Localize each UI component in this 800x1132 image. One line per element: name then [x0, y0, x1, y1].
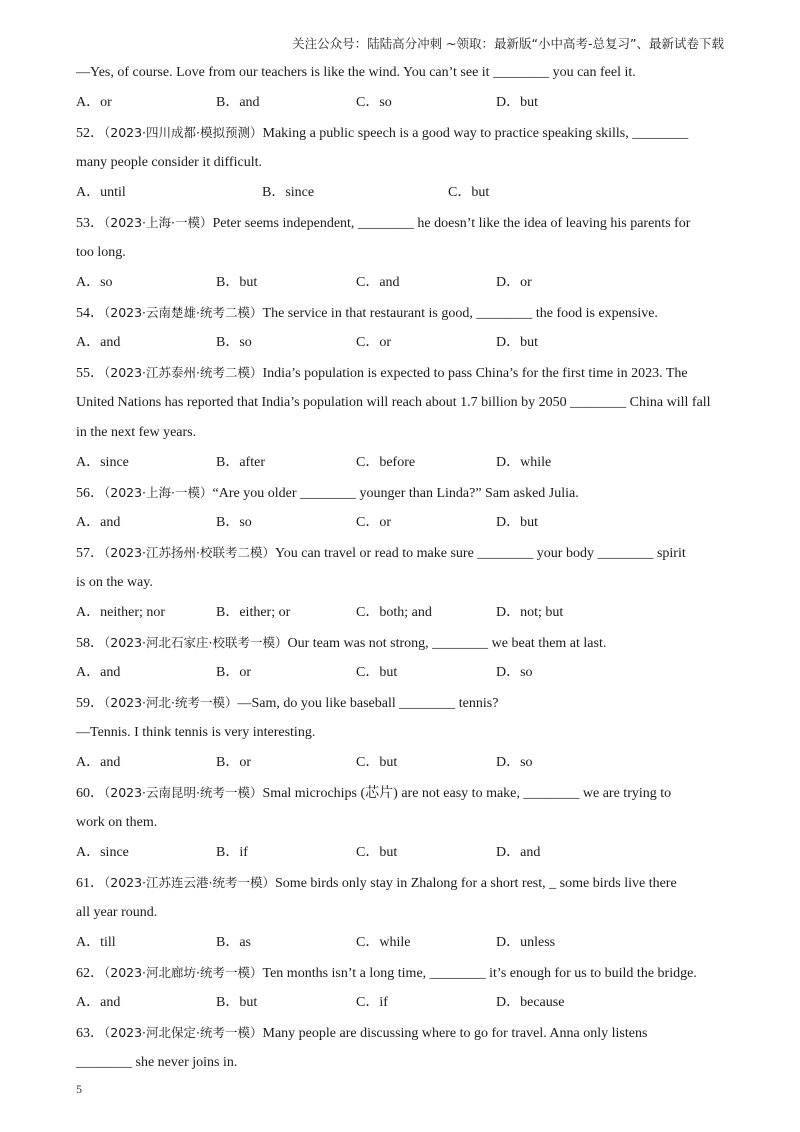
answer-options: [76, 598, 724, 628]
option-c: C．so: [356, 95, 392, 110]
option-c: C．but: [448, 185, 490, 200]
option-c: C．but: [356, 845, 398, 860]
question-number: 55．: [76, 366, 104, 381]
question-number: 59．: [76, 696, 104, 711]
question-stem: [76, 688, 724, 718]
option-c: C．or: [356, 515, 391, 530]
question-stem: [76, 778, 724, 808]
question-stem: [76, 118, 724, 148]
option-b: B．after: [216, 455, 265, 470]
option-a: A．until: [76, 185, 126, 200]
option-d: D．but: [496, 335, 538, 350]
prev-question-options: [76, 88, 724, 118]
question-stem: [76, 958, 724, 988]
question-source: （2023·河北廊坊·统考一模）: [104, 965, 263, 980]
question-source: （2023·上海·一模）: [104, 215, 213, 230]
answer-options: [76, 508, 724, 538]
question-text: Our team was not strong, ________ we beat them at last.: [287, 636, 607, 651]
option-d: D．so: [496, 665, 533, 680]
question-stem: [76, 628, 724, 658]
question-number: 62．: [76, 966, 104, 981]
question-text: Some birds only stay in Zhalong for a short rest, _ some birds live there: [275, 876, 677, 891]
option-d: D．unless: [496, 935, 556, 950]
option-b: B．so: [216, 335, 252, 350]
option-d: D．not; but: [496, 605, 564, 620]
question-text: —Sam, do you like baseball ________ tennis?: [237, 696, 499, 711]
option-b: B．or: [216, 755, 251, 770]
option-b: B．since: [262, 185, 315, 200]
question-stem-continued: work on them.: [76, 815, 158, 830]
option-b: B．so: [216, 515, 252, 530]
question-number: 61．: [76, 876, 104, 891]
option-d: D．because: [496, 995, 565, 1010]
question-source: （2023·江苏泰州·统考二模）: [104, 365, 263, 380]
option-a: A．and: [76, 755, 121, 770]
option-b: B．and: [216, 95, 260, 110]
question-text: Ten months isn’t a long time, ________ it’s enough for us to build the bridge.: [262, 966, 697, 981]
question-text: You can travel or read to make sure ________ your body ________ spirit: [275, 546, 686, 561]
option-b: B．either; or: [216, 605, 291, 620]
option-a: A．since: [76, 455, 129, 470]
question-list: [76, 58, 724, 1078]
option-c: C．if: [356, 995, 388, 1010]
option-c: C．or: [356, 335, 391, 350]
answer-options: [76, 838, 724, 868]
option-a: A．so: [76, 275, 113, 290]
question-stem-continued: many people consider it difficult.: [76, 155, 262, 170]
page-header: 关注公众号：陆陆高分冲刺 ~领取：最新版“小中高考-总复习”、最新试卷下载: [292, 36, 724, 51]
option-b: B．but: [216, 995, 258, 1010]
question-stem-continued: is on the way.: [76, 575, 153, 590]
answer-options: [76, 988, 724, 1018]
question-source: （2023·河北石家庄·校联考一模）: [104, 635, 288, 650]
question-text: Making a public speech is a good way to practice speaking skills, ________: [262, 126, 689, 141]
question-source: （2023·云南昆明·统考一模）: [104, 785, 263, 800]
answer-options: [76, 658, 724, 688]
question-stem-continued: United Nations has reported that India’s population will reach about 1.7 billion by 2050 ________ China will fall: [76, 395, 711, 410]
question-source: （2023·云南楚雄·统考二模）: [104, 305, 263, 320]
option-b: B．if: [216, 845, 248, 860]
question-stem: [76, 358, 724, 388]
question-stem-continued: all year round.: [76, 905, 158, 920]
question-number: 58．: [76, 636, 104, 651]
question-text: Smal microchips (芯片) are not easy to make, ________ we are trying to: [262, 786, 672, 801]
question-source: （2023·河北·统考一模）: [104, 695, 238, 710]
option-a: A．and: [76, 515, 121, 530]
option-d: D．or: [496, 275, 532, 290]
question-number: 60．: [76, 786, 104, 801]
question-text: Peter seems independent, ________ he doesn’t like the idea of leaving his parents for: [212, 216, 691, 231]
question-stem-continued: too long.: [76, 245, 126, 260]
option-c: C．before: [356, 455, 416, 470]
question-stem-continued: —Tennis. I think tennis is very interesting.: [76, 725, 316, 740]
option-d: D．and: [496, 845, 541, 860]
option-c: C．both; and: [356, 605, 432, 620]
question-text: The service in that restaurant is good, ________ the food is expensive.: [262, 306, 658, 321]
option-c: C．but: [356, 665, 398, 680]
option-c: C．and: [356, 275, 400, 290]
option-a: A．and: [76, 995, 121, 1010]
answer-options: [76, 448, 724, 478]
answer-options: [76, 928, 724, 958]
answer-options: [76, 328, 724, 358]
question-number: 56．: [76, 486, 104, 501]
question-stem: [76, 868, 724, 898]
question-stem: [76, 478, 724, 508]
question-source: （2023·江苏连云港·统考一模）: [104, 875, 276, 890]
option-a: A．and: [76, 335, 121, 350]
option-c: C．while: [356, 935, 411, 950]
question-number: 63．: [76, 1026, 104, 1041]
option-d: D．but: [496, 515, 538, 530]
option-b: B．or: [216, 665, 251, 680]
option-a: A．or: [76, 95, 112, 110]
option-c: C．but: [356, 755, 398, 770]
question-number: 54．: [76, 306, 104, 321]
option-d: D．while: [496, 455, 552, 470]
option-b: B．but: [216, 275, 258, 290]
answer-options: [76, 268, 724, 298]
option-d: D．but: [496, 95, 538, 110]
option-a: A．till: [76, 935, 116, 950]
prev-question-line: —Yes, of course. Love from our teachers is like the wind. You can’t see it ________ you can feel it.: [76, 65, 636, 80]
question-text: Many people are discussing where to go for travel. Anna only listens: [262, 1026, 648, 1041]
question-source: （2023·上海·一模）: [104, 485, 213, 500]
question-source: （2023·河北保定·统考一模）: [104, 1025, 263, 1040]
option-a: A．and: [76, 665, 121, 680]
question-stem: [76, 208, 724, 238]
question-number: 57．: [76, 546, 104, 561]
question-number: 52．: [76, 126, 104, 141]
question-stem-continued: ________ she never joins in.: [76, 1055, 238, 1070]
option-b: B．as: [216, 935, 251, 950]
question-stem-continued: in the next few years.: [76, 425, 197, 440]
question-text: “Are you older ________ younger than Linda?” Sam asked Julia.: [212, 486, 579, 501]
question-stem: [76, 1018, 724, 1048]
option-a: A．since: [76, 845, 129, 860]
question-source: （2023·四川成都·模拟预测）: [104, 125, 263, 140]
option-a: A．neither; nor: [76, 605, 166, 620]
question-stem: [76, 538, 724, 568]
question-stem: [76, 298, 724, 328]
answer-options: [76, 178, 724, 208]
answer-options: [76, 748, 724, 778]
option-d: D．so: [496, 755, 533, 770]
question-number: 53．: [76, 216, 104, 231]
question-text: India’s population is expected to pass China’s for the first time in 2023. The: [262, 366, 688, 381]
question-source: （2023·江苏扬州·校联考二模）: [104, 545, 276, 560]
page-number: 5: [76, 1082, 82, 1096]
